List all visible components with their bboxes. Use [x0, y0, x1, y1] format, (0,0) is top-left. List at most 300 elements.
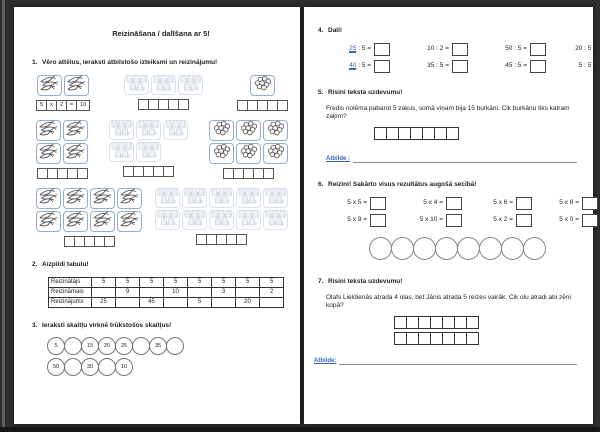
- table-cell: 5: [212, 277, 236, 287]
- table-cell: [164, 297, 188, 307]
- ex5-answer-line: [353, 156, 577, 163]
- table-cell: [260, 297, 284, 307]
- picture-group: [124, 75, 203, 110]
- ex5-answer-row: [326, 155, 577, 163]
- answer-strip-cell: x: [46, 101, 56, 110]
- answer-strip-cell: [236, 235, 246, 244]
- carrot-bunch-icon: [92, 188, 113, 209]
- answer-strip-cell: [422, 128, 434, 139]
- ex7-answer-boxes: [394, 316, 579, 345]
- picture-card-grid: [36, 120, 88, 164]
- answer-strip-cell: [47, 169, 57, 178]
- table-cell: [116, 297, 140, 307]
- multiplication-problem: [472, 197, 532, 210]
- answer-strip-cell: [454, 317, 466, 328]
- picture-group: [237, 75, 288, 111]
- exercise-3-prompt: Ieraksti skaitļu virknē trūkstošos skaitļus!: [42, 321, 172, 329]
- picture-card: [209, 188, 234, 208]
- picture-card: [182, 188, 207, 208]
- answer-strip-cell: [143, 167, 153, 176]
- mitten-cluster-icon: [157, 188, 178, 208]
- ex5-answer-boxes: [374, 127, 579, 140]
- carrot-bunch-icon: [38, 188, 59, 209]
- ex7-answer-link[interactable]: Atbilde:: [314, 358, 337, 365]
- exercise-7-number: 7.: [318, 277, 324, 285]
- multiplication-expression: 5 x 9 =: [347, 216, 367, 224]
- answer-strip-cell: 10: [76, 101, 89, 110]
- answer-box: [374, 43, 390, 56]
- sequence-circle: 25: [115, 337, 133, 355]
- dividend: 20: [575, 44, 583, 52]
- table-cell: [188, 287, 212, 297]
- answer-strip-cell: [257, 101, 267, 110]
- answer-box: [370, 214, 386, 227]
- exercise-2-heading: [32, 261, 290, 270]
- answer-box: [516, 214, 532, 227]
- picture-card-grid: [250, 75, 275, 96]
- table-cell: 45: [140, 297, 164, 307]
- table-cell: [92, 287, 116, 297]
- picture-group: [155, 188, 288, 245]
- sequence-circle: 20: [98, 337, 116, 355]
- answer-strip-cell: [67, 169, 77, 178]
- picture-card: [117, 211, 142, 232]
- answer-strip-cell: [226, 235, 236, 244]
- mitten-cluster-icon: [111, 142, 132, 162]
- ex6-result-circles: [370, 237, 579, 260]
- answer-strip-cell: [104, 237, 114, 246]
- answer-strip: [394, 332, 479, 345]
- answer-box: [374, 60, 390, 73]
- worksheet-page-1: [14, 7, 300, 424]
- mitten-cluster-icon: [165, 120, 186, 140]
- answer-strip: [223, 168, 274, 179]
- answer-strip-cell: [163, 167, 173, 176]
- answer-strip-cell: [153, 167, 163, 176]
- exercise-1-heading: [32, 59, 290, 68]
- exercise-5-prompt: Risini teksta uzdevumu!: [328, 88, 403, 96]
- picture-card: [136, 120, 161, 140]
- table-row: [49, 287, 284, 297]
- table-cell: 10: [164, 287, 188, 297]
- answer-strip-cell: [238, 101, 247, 110]
- picture-card: [209, 143, 234, 164]
- answer-strip: [138, 99, 189, 110]
- mitten-cluster-icon: [138, 142, 159, 162]
- picture-card-grid: [209, 120, 288, 164]
- answer-strip-cell: [430, 333, 442, 344]
- picture-card: [36, 143, 61, 164]
- answer-strip: [394, 316, 479, 329]
- picture-card: [36, 211, 61, 232]
- table-cell: [236, 287, 260, 297]
- exercise-4-number: 4.: [318, 27, 324, 34]
- carrot-bunch-icon: [65, 211, 86, 232]
- answer-strip-cell: [253, 169, 263, 178]
- division-expression: 35 : 5 =: [427, 61, 449, 69]
- table-cell: 5: [164, 277, 188, 287]
- sequence-circle: 5: [47, 337, 65, 355]
- ex5-answer-link[interactable]: Atbilde :: [326, 156, 350, 163]
- table-cell: [140, 287, 164, 297]
- picture-group: [209, 120, 288, 179]
- ex1-row: [36, 120, 290, 179]
- answer-strip-cell: [84, 237, 94, 246]
- picture-card: [63, 120, 88, 141]
- viewer-left-edge: [2, 0, 5, 432]
- answer-box: [370, 197, 386, 210]
- answer-strip-cell: [410, 128, 422, 139]
- table-cell: 5: [140, 277, 164, 287]
- ex7-answer-row: [314, 357, 577, 365]
- answer-strip-cell: 5: [37, 101, 46, 110]
- answer-strip-cell: [197, 235, 206, 244]
- result-circle: [501, 237, 524, 260]
- exercise-5-number: 5.: [318, 88, 324, 96]
- picture-group: [109, 120, 188, 177]
- picture-card: [37, 75, 62, 96]
- division-problem: [330, 43, 390, 56]
- grape-cluster-icon: [212, 120, 232, 141]
- picture-card: [263, 210, 288, 230]
- answer-strip-cell: =: [66, 101, 76, 110]
- picture-card: [155, 210, 180, 230]
- picture-card: [263, 120, 288, 141]
- answer-strip: [36, 100, 90, 111]
- mitten-cluster-icon: [265, 210, 286, 230]
- answer-strip-cell: [395, 333, 406, 344]
- multiplication-expression: 5 x 8 =: [559, 199, 579, 207]
- mitten-cluster-icon: [180, 75, 201, 95]
- sequence-circle: 50: [47, 358, 65, 376]
- exercise-3-heading: [32, 322, 290, 331]
- sequence-circle: 10: [115, 358, 133, 376]
- answer-strip-cell: [466, 317, 478, 328]
- mitten-cluster-icon: [238, 188, 259, 208]
- answer-box: [582, 197, 598, 210]
- answer-strip-cell: [168, 100, 178, 109]
- answer-strip-cell: [224, 169, 233, 178]
- division-problem: [556, 60, 600, 73]
- mitten-cluster-icon: [111, 120, 132, 140]
- grape-cluster-icon: [266, 120, 286, 141]
- exercise-6-heading: [318, 181, 579, 190]
- answer-strip-cell: [65, 237, 74, 246]
- answer-strip-cell: [38, 169, 47, 178]
- table-row: [49, 277, 284, 287]
- picture-card: [36, 120, 61, 141]
- answer-strip-cell: [216, 235, 226, 244]
- dividend: 5: [578, 61, 583, 69]
- division-expression: 5 : 5 =: [578, 61, 597, 69]
- grape-cluster-icon: [212, 143, 232, 164]
- mitten-cluster-icon: [238, 210, 259, 230]
- multiplication-problem: [330, 197, 386, 210]
- answer-strip-cell: [139, 100, 148, 109]
- answer-box: [452, 60, 468, 73]
- viewer-bottom-edge: [0, 427, 600, 432]
- exercise-6-prompt: Reizini! Sakārto visus rezultātus augošā secībā!: [328, 181, 477, 189]
- answer-strip-cell: [430, 317, 442, 328]
- picture-card-grid: [155, 188, 288, 230]
- mitten-cluster-icon: [126, 75, 147, 95]
- table-cell: 5: [236, 277, 260, 287]
- picture-card: [209, 210, 234, 230]
- picture-card: [236, 143, 261, 164]
- carrot-bunch-icon: [65, 188, 86, 209]
- answer-strip-cell: [263, 169, 273, 178]
- answer-strip-cell: [446, 128, 458, 139]
- division-problem: [400, 60, 468, 73]
- division-problem: [478, 60, 546, 73]
- table-cell: [212, 297, 236, 307]
- exercise-3-number: 3.: [32, 321, 38, 329]
- answer-strip-cell: [57, 169, 67, 178]
- exercise-4-heading: [318, 27, 579, 36]
- picture-card-grid: [37, 75, 89, 96]
- picture-group: [36, 188, 142, 247]
- picture-card: [236, 188, 261, 208]
- exercise-7-prompt: Risini teksta uzdevumu!: [328, 277, 403, 285]
- answer-strip-cell: [386, 128, 398, 139]
- dividend: 35: [427, 61, 435, 69]
- answer-strip: [64, 236, 115, 247]
- sequence-circle: [64, 358, 82, 376]
- picture-card: [63, 143, 88, 164]
- answer-strip-cell: [233, 169, 243, 178]
- carrot-bunch-icon: [38, 143, 59, 164]
- exercise-4-prompt: Dali!: [328, 27, 343, 34]
- mitten-cluster-icon: [184, 210, 205, 230]
- division-expression: 40 : 5 =: [349, 61, 371, 69]
- sequence-circle: [98, 358, 116, 376]
- result-circle: [435, 237, 458, 260]
- division-expression: 50 : 5 =: [505, 44, 527, 52]
- table-cell: 3: [212, 287, 236, 297]
- answer-strip: [196, 234, 247, 245]
- answer-box: [452, 43, 468, 56]
- answer-box: [446, 197, 462, 210]
- ex4-problems: [330, 43, 597, 73]
- mitten-cluster-icon: [265, 188, 286, 208]
- multiplication-expression: 5 x 10 =: [419, 216, 443, 224]
- answer-strip-cell: [74, 237, 84, 246]
- answer-strip-cell: [77, 169, 87, 178]
- grape-cluster-icon: [239, 143, 259, 164]
- answer-strip-cell: [375, 128, 386, 139]
- sequence-circle: 30: [81, 358, 99, 376]
- answer-strip-cell: [434, 128, 446, 139]
- table-cell: 5: [188, 297, 212, 307]
- exercise-2-number: 2.: [32, 260, 38, 268]
- sequence-circle: [166, 337, 184, 355]
- picture-card: [90, 211, 115, 232]
- table-cell: 5: [188, 277, 212, 287]
- multiplication-expression: 5 x 4 =: [423, 199, 443, 207]
- carrot-bunch-icon: [65, 120, 86, 141]
- ex2-table: [48, 277, 284, 308]
- result-circle: [523, 237, 546, 260]
- carrot-bunch-icon: [65, 143, 86, 164]
- multiplication-problem: [472, 214, 532, 227]
- picture-group: [36, 120, 88, 179]
- table-cell: 9: [116, 287, 140, 297]
- exercise-7-heading: [318, 278, 579, 287]
- dividend: 45: [505, 61, 513, 69]
- table-cell: 20: [236, 297, 260, 307]
- exercise-5-heading: [318, 89, 579, 98]
- multiplication-problem: [396, 197, 462, 210]
- answer-strip-cell: [442, 333, 454, 344]
- picture-card: [236, 120, 261, 141]
- ex3-number-sequence: [48, 337, 290, 376]
- sequence-circle: 15: [81, 337, 99, 355]
- division-expression: 25 : 5 =: [349, 44, 371, 52]
- picture-card: [155, 188, 180, 208]
- picture-card: [63, 188, 88, 209]
- answer-strip-cell: [148, 100, 158, 109]
- carrot-bunch-icon: [66, 75, 87, 96]
- division-expression: 45 : 5 =: [505, 61, 527, 69]
- answer-strip-cell: [247, 101, 257, 110]
- picture-card: [182, 210, 207, 230]
- ex7-answer-line: [339, 358, 577, 365]
- picture-card-grid: [109, 120, 188, 162]
- multiplication-expression: 5 x 2 =: [493, 216, 513, 224]
- answer-strip-cell: [243, 169, 253, 178]
- mitten-cluster-icon: [184, 188, 205, 208]
- table-cell: 25: [92, 297, 116, 307]
- answer-strip-cell: [178, 100, 188, 109]
- answer-box: [516, 197, 532, 210]
- grape-cluster-icon: [253, 75, 273, 96]
- answer-strip-cell: [442, 317, 454, 328]
- sequence-row: [48, 337, 290, 355]
- answer-strip-cell: [395, 317, 406, 328]
- picture-card-grid: [36, 188, 142, 232]
- division-problem: [478, 43, 546, 56]
- mitten-cluster-icon: [211, 188, 232, 208]
- table-cell: 2: [260, 287, 284, 297]
- answer-strip-cell: [94, 237, 104, 246]
- table-row-label: Reizināmais: [49, 287, 92, 297]
- picture-group: [36, 75, 90, 111]
- result-circle: [457, 237, 480, 260]
- ex7-problem-text: Olafs Lieldienās atrada 4 olas, bet Jānis atrada 5 reizes vairāk. Cik olu atradi abi zēni kopā?: [326, 293, 571, 310]
- answer-strip-cell: 2: [56, 101, 66, 110]
- division-problem: [556, 43, 600, 56]
- ex1-rows: [36, 75, 290, 247]
- highlighted-dividend-link[interactable]: 40: [349, 61, 357, 69]
- mitten-cluster-icon: [157, 210, 178, 230]
- result-circle: [413, 237, 436, 260]
- grape-cluster-icon: [239, 120, 259, 141]
- answer-strip-cell: [158, 100, 168, 109]
- table-cell: 5: [92, 277, 116, 287]
- dividend: 10: [427, 44, 435, 52]
- multiplication-expression: 5 x 5 =: [347, 199, 367, 207]
- carrot-bunch-icon: [119, 211, 140, 232]
- table-row-label: Reizinātājs: [49, 277, 92, 287]
- worksheet-title: Reizināšana / dalīšana ar 5!: [112, 29, 210, 38]
- answer-strip-cell: [406, 317, 418, 328]
- answer-strip-cell: [124, 167, 133, 176]
- division-problem: [400, 43, 468, 56]
- answer-box: [530, 43, 546, 56]
- division-expression: 10 : 2 =: [427, 44, 449, 52]
- answer-strip-cell: [398, 128, 410, 139]
- answer-strip-cell: [418, 317, 430, 328]
- mitten-cluster-icon: [153, 75, 174, 95]
- answer-strip: [374, 127, 459, 140]
- picture-card: [236, 210, 261, 230]
- sequence-circle: 35: [149, 337, 167, 355]
- picture-card: [64, 75, 89, 96]
- ex5-problem-text: Fredis nolēma pabarot 5 zaķus, somā viņam bija 15 burkāni. Cik burkānu tiks katram zaķim?: [326, 104, 570, 121]
- ex1-row: [36, 75, 290, 111]
- picture-card-grid: [124, 75, 203, 95]
- result-circle: [369, 237, 392, 260]
- carrot-bunch-icon: [92, 211, 113, 232]
- picture-card: [163, 120, 188, 140]
- picture-card: [109, 142, 134, 162]
- picture-card: [109, 120, 134, 140]
- carrot-bunch-icon: [38, 211, 59, 232]
- highlighted-dividend-link[interactable]: 25: [349, 44, 357, 52]
- multiplication-problem: [542, 214, 598, 227]
- picture-card: [136, 142, 161, 162]
- picture-card: [117, 188, 142, 209]
- sequence-row: [48, 358, 290, 376]
- picture-card: [124, 75, 149, 95]
- result-circle: [479, 237, 502, 260]
- exercise-6-number: 6.: [318, 181, 324, 189]
- picture-card: [63, 211, 88, 232]
- carrot-bunch-icon: [39, 75, 60, 96]
- dividend: 50: [505, 44, 513, 52]
- ex6-equations: [330, 197, 579, 227]
- answer-strip-cell: [406, 333, 418, 344]
- result-circle: [391, 237, 414, 260]
- answer-strip: [237, 100, 288, 111]
- answer-strip: [123, 166, 174, 177]
- picture-card: [209, 120, 234, 141]
- carrot-bunch-icon: [119, 188, 140, 209]
- mitten-cluster-icon: [138, 120, 159, 140]
- division-problem: [330, 60, 390, 73]
- carrot-bunch-icon: [38, 120, 59, 141]
- sequence-circle: [64, 337, 82, 355]
- answer-strip-cell: [206, 235, 216, 244]
- exercise-1-prompt: Vēro attēlus, ieraksti atbilstošo izteiksmi un reizinājumu!: [42, 59, 218, 67]
- exercise-2-prompt: Aizpildi tabulu!: [42, 260, 89, 268]
- table-cell: 5: [260, 277, 284, 287]
- answer-strip-cell: [454, 333, 466, 344]
- answer-strip: [37, 168, 88, 179]
- picture-card: [250, 75, 275, 96]
- ex1-row: [36, 188, 290, 247]
- answer-strip-cell: [466, 333, 478, 344]
- mitten-cluster-icon: [211, 210, 232, 230]
- multiplication-expression: 5 x 6 =: [493, 199, 513, 207]
- sequence-circle: [132, 337, 150, 355]
- multiplication-problem: [542, 197, 598, 210]
- picture-card: [178, 75, 203, 95]
- table-row-label: Reizinājums: [49, 297, 92, 307]
- worksheet-page-2: [304, 7, 597, 424]
- answer-box: [446, 214, 462, 227]
- answer-strip-cell: [277, 101, 287, 110]
